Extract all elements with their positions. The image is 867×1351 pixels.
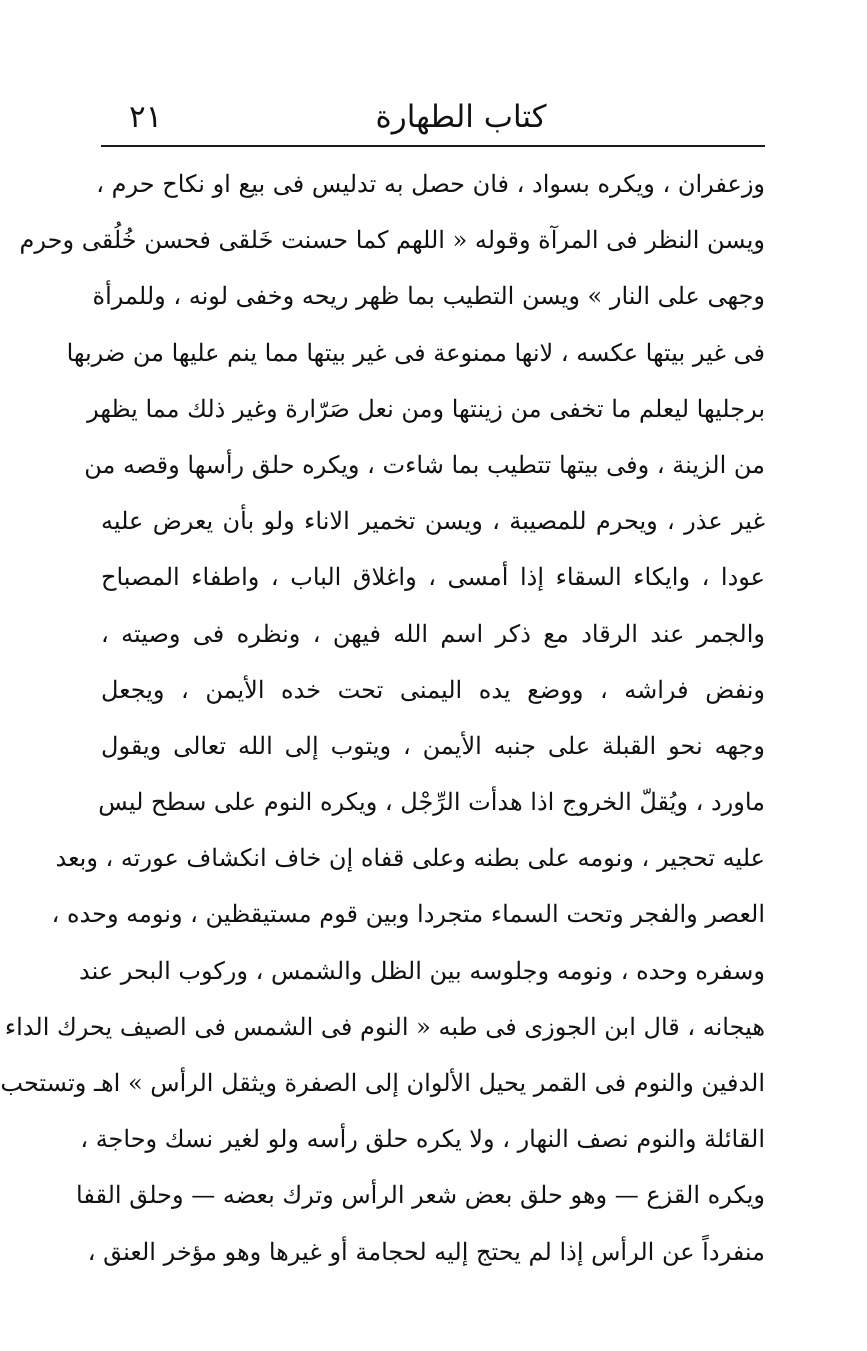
text-line: القائلة والنوم نصف النهار ، ولا يكره حلق رأسه ولو لغير نسك وحاجة ، (80, 1125, 765, 1154)
text-line: وجهه نحو القبلة على جنبه الأيمن ، ويتوب إلى الله تعالى ويقول (101, 731, 765, 760)
text-line: منفرداً عن الرأس إذا لم يحتج إليه لحجامة أو غيرها وهو مؤخر العنق ، (87, 1237, 765, 1266)
text-line: عودا ، وايكاء السقاء إذا أمسى ، واغلاق الباب ، واطفاء المصباح (101, 563, 765, 592)
body-text (0, 156, 765, 1280)
text-line: هيجانه ، قال ابن الجوزى فى طبه « النوم فى الشمس فى الصيف يحرك الداء (4, 1012, 765, 1041)
text-line: ونفض فراشه ، ووضع يده اليمنى تحت خده الأيمن ، ويجعل (101, 675, 765, 704)
text-line: ويسن النظر فى المرآة وقوله « اللهم كما حسنت خَلقى فحسن خُلُقى وحرم (19, 226, 765, 255)
text-line: غير عذر ، ويحرم للمصيبة ، ويسن تخمير الاناء ولو بأن يعرض عليه (101, 507, 765, 536)
text-line: وزعفران ، ويكره بسواد ، فان حصل به تدليس فى بيع او نكاح حرم ، (96, 170, 765, 198)
text-line: وسفره وحده ، ونومه وجلوسه بين الظل والشمس ، وركوب البحر عند (78, 956, 765, 985)
text-line: ويكره القزع — وهو حلق بعض شعر الرأس وترك بعضه — وحلق القفا (76, 1181, 765, 1210)
text-line: ماورد ، ويُقلّ الخروج اذا هدأت الرِّجْل ، ويكره النوم على سطح ليس (98, 788, 765, 817)
text-line: الدفين والنوم فى القمر يحيل الألوان إلى الصفرة ويثقل الرأس » اهـ وتستحب (0, 1069, 765, 1097)
header-rule (101, 145, 765, 147)
text-line: وجهى على النار » ويسن التطيب بما ظهر ريحه وخفى لونه ، وللمرأة (92, 282, 765, 311)
text-line: فى غير بيتها عكسه ، لانها ممنوعة فى غير بيتها مما ينم عليها من ضربها (66, 338, 765, 367)
page-number: ٢١ (129, 99, 163, 135)
page-header (101, 92, 765, 142)
text-line: عليه تحجير ، ونومه على بطنه وعلى قفاه إن خاف انكشاف عورته ، وبعد (55, 844, 765, 873)
running-title: كتاب الطهارة (375, 99, 547, 135)
text-line: العصر والفجر وتحت السماء متجردا وبين قوم مستيقظين ، ونومه وحده ، (51, 900, 765, 929)
text-line: والجمر عند الرقاد مع ذكر اسم الله فيهن ، ونظره فى وصيته ، (101, 619, 765, 648)
text-line: برجليها ليعلم ما تخفى من زينتها ومن نعل صَرّارة وغير ذلك مما يظهر (87, 394, 765, 423)
text-line: من الزينة ، وفى بيتها تتطيب بما شاءت ، ويكره حلق رأسها وقصه من (84, 450, 765, 479)
